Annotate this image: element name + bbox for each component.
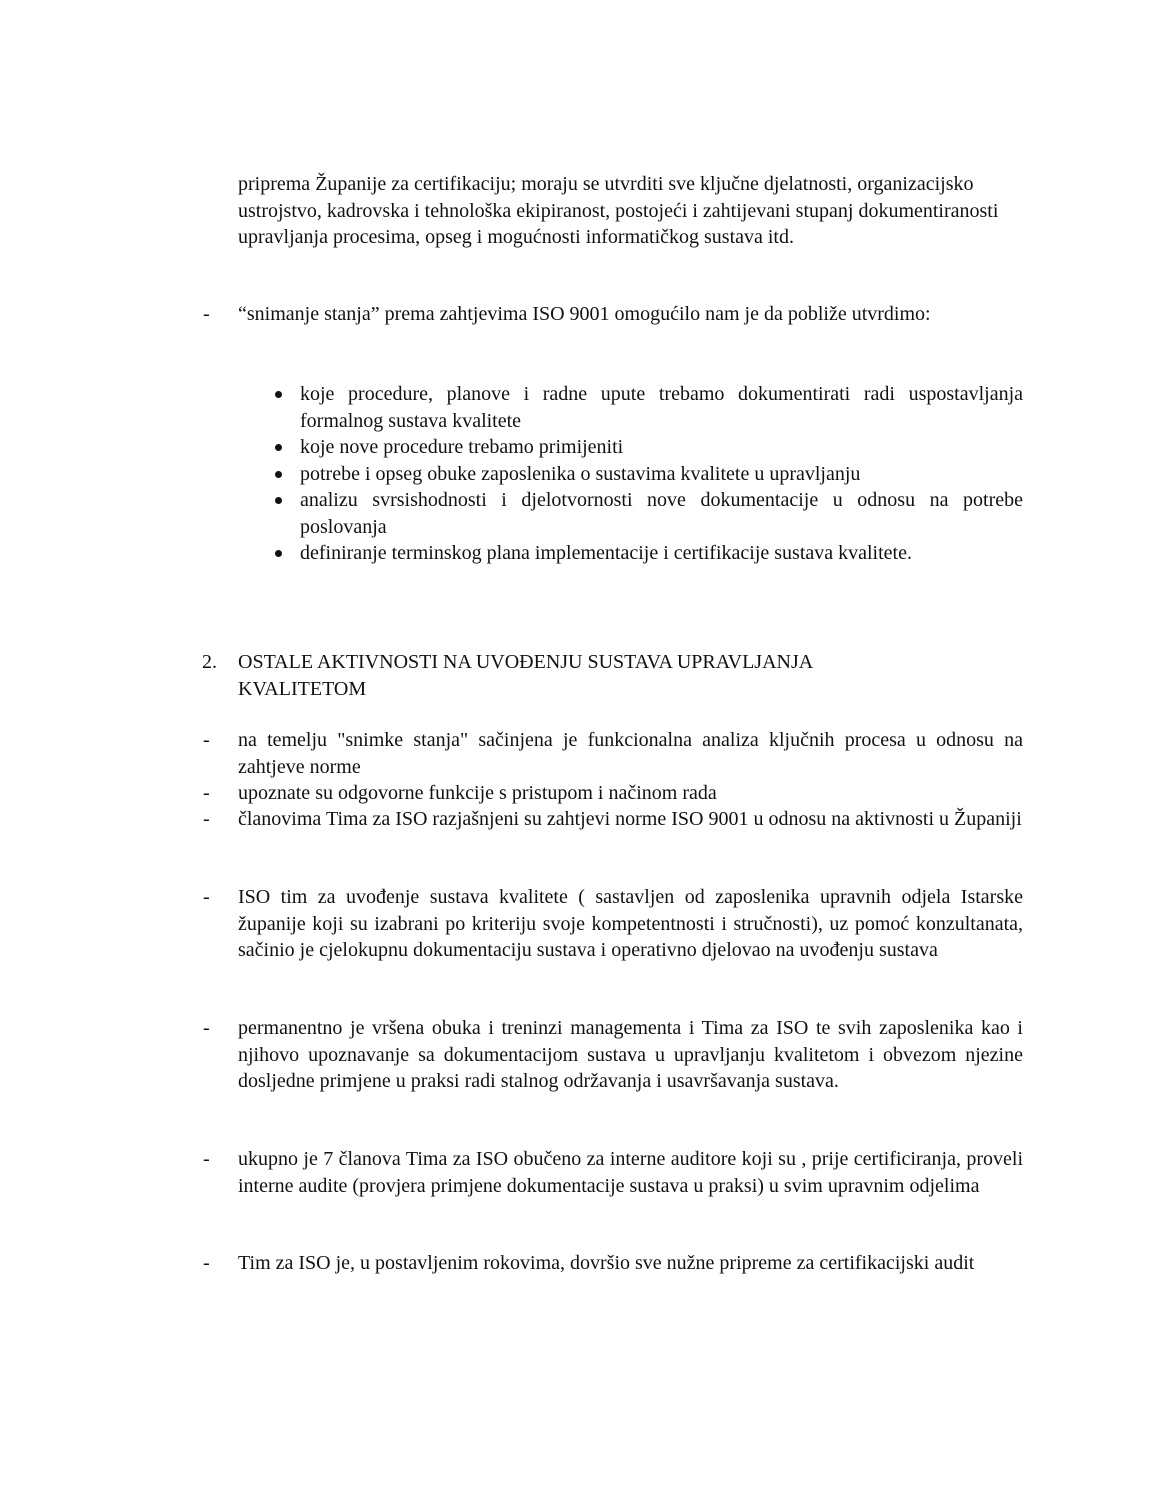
activity-item: - ISO tim za uvođenje sustava kvalitete ( sastavljen od zaposlenika upravnih odjela Istarske županije koji su izabrani po kriteriju svoje kompetentnosti i stručnosti), uz pomoć konzultanata, sačinio je cjelokupnu dokumentaciju sustava i operativno djelovao na uvođenju sustava (203, 886, 1023, 961)
bullet-icon (275, 550, 282, 557)
bullet-list (300, 381, 1023, 567)
section-heading (202, 649, 938, 702)
snimanje-text: “snimanje stanja” prema zahtjevima ISO 9001 omogućilo nam je da pobliže utvrdimo: (238, 303, 931, 325)
activity-item: - Tim za ISO je, u postavljenim rokovima, dovršio sve nužne pripreme za certifikacijski audit (203, 1252, 975, 1274)
activity-item: - na temelju "snimke stanja" sačinjena je funkcionalna analiza ključnih procesa u odnosu na zahtjeve norme (203, 729, 1023, 778)
activity-item: - upoznate su odgovorne funkcije s pristupom i načinom rada (203, 782, 717, 804)
section-number: 2. (202, 651, 217, 673)
list-item: koje procedure, planove i radne upute trebamo dokumentirati radi uspostavljanja formalnog sustava kvalitete (300, 381, 1023, 434)
activity-item: - permanentno je vršena obuka i treninzi managementa i Tima za ISO te svih zaposlenika kao i njihovo upoznavanje sa dokumentacijom sustava u upravljanju kvalitetom i obvezom njezine dosljedne primjene u praksi radi stalnog održavanja i usavršavanja sustava. (203, 1017, 1023, 1092)
section-title: OSTALE AKTIVNOSTI NA UVOĐENJU SUSTAVA UPRAVLJANJA KVALITETOM (238, 651, 813, 700)
bullet-icon (275, 497, 282, 504)
bullet-icon (275, 444, 282, 451)
list-item: koje nove procedure trebamo primijeniti (300, 434, 1023, 461)
activity-item: - ukupno je 7 članova Tima za ISO obučeno za interne auditore koji su , prije certificiranja, proveli interne audite (provjera primjene dokumentacije sustava u praksi) u svim upravnim odjelima (203, 1148, 1023, 1197)
list-item: definiranje terminskog plana implementacije i certifikacije sustava kvalitete. (300, 540, 1023, 567)
list-item: potrebe i opseg obuke zaposlenika o sustavima kvalitete u upravljanju (300, 461, 1023, 488)
bullet-icon (275, 471, 282, 478)
snimanje-item (203, 301, 1023, 328)
list-item: analizu svrsishodnosti i djelotvornosti nove dokumentacije u odnosu na potrebe poslovanja (300, 487, 1023, 540)
activity-item: - članovima Tima za ISO razjašnjeni su zahtjevi norme ISO 9001 u odnosu na aktivnosti u Županiji (203, 808, 1022, 830)
intro-paragraph: priprema Županije za certifikaciju; moraju se utvrditi sve ključne djelatnosti, organizacijsko ustrojstvo, kadrovska i tehnološka ekipiranost, postojeći i zahtijevani stupanj dokumentiranosti upravljanja procesima, opseg i mogućnosti informatičkog sustava itd. (238, 173, 999, 248)
bullet-icon (275, 391, 282, 398)
dash-marker: - (203, 303, 210, 325)
